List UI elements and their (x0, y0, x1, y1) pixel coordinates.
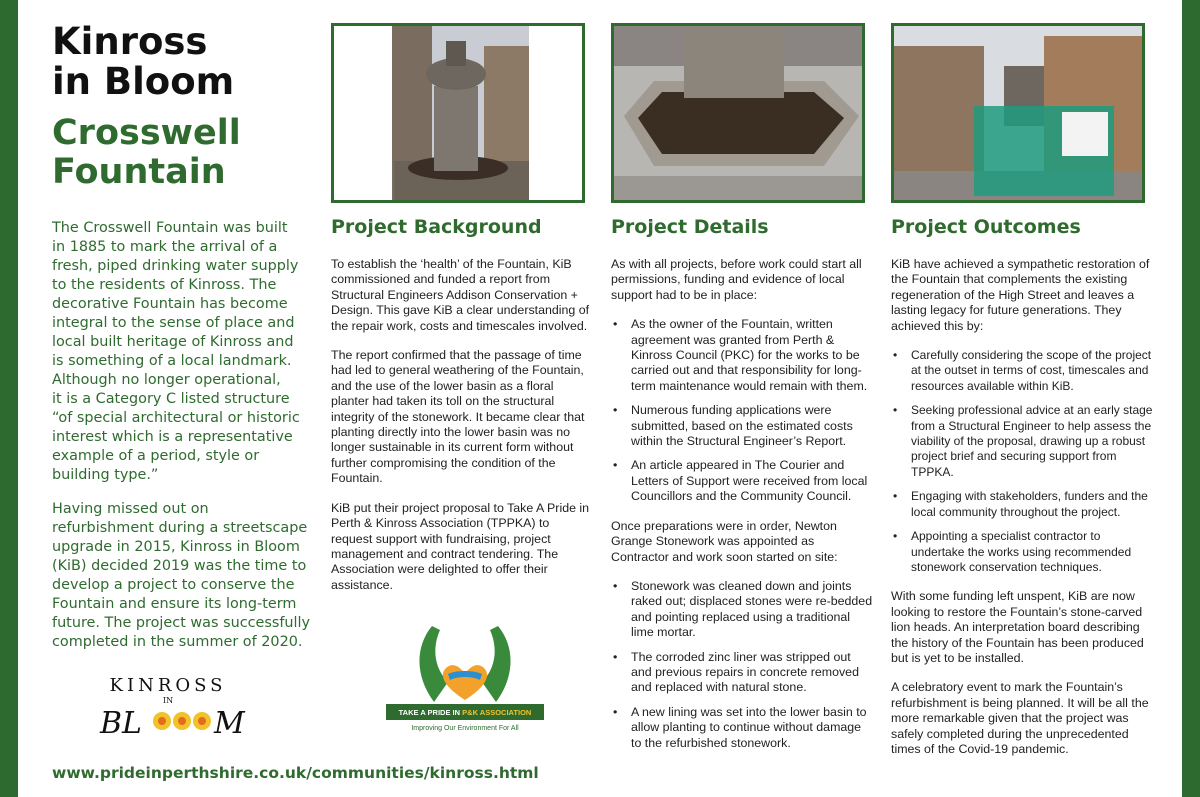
intro-line: fresh, piped drinking water supply (52, 258, 299, 274)
intro-line: decorative Fountain has become (52, 296, 288, 312)
intro-line: to the residents of Kinross. The (52, 277, 277, 293)
intro-line: upgrade in 2015, Kinross in Bloom (52, 539, 300, 555)
intro-line: Although no longer operational, (52, 372, 281, 388)
tapa-line-1: TAKE A PRIDE IN P&K ASSOCIATION (398, 708, 532, 717)
intro-line: local built heritage of Kinross and (52, 334, 294, 350)
logo-bloom-text: BL (100, 706, 142, 741)
intro-column (52, 0, 314, 650)
subtitle-line-1: Crosswell (52, 113, 241, 153)
scaffold-image (894, 26, 1142, 200)
details-list-2 (611, 579, 873, 751)
list-item: • Seeking professional advice at an early stage from a Structural Engineer to help assess the viability of the proposal, drawing up a robust project brief and securing support from TPPKA. (891, 403, 1153, 480)
intro-line: “of special architectural or historic (52, 410, 300, 426)
list-item: • A new lining was set into the lower basin to allow planting to continue without damage to the refurbished stonework. (611, 705, 873, 751)
background-paragraph: KiB put their project proposal to Take A Pride in Perth & Kinross Association (TPPKA) to request support with fundraising, project management and contract tendering. The Association were delighted to offer their assistance. (331, 500, 590, 592)
outcomes-heading: Project Outcomes (891, 216, 1081, 238)
outcomes-body (891, 257, 1153, 771)
fountain-photo-1 (331, 23, 585, 203)
intro-line: is something of a local landmark. (52, 353, 292, 369)
page-subtitle (52, 114, 314, 192)
details-heading: Project Details (611, 216, 769, 238)
list-item: • The corroded zinc liner was stripped out and previous repairs in concrete removed and replaced with natural stone. (611, 650, 873, 696)
intro-line: Fountain and ensure its long-term (52, 596, 297, 612)
details-intro: As with all projects, before work could start all permissions, funding and evidence of local support had to be in place: (611, 257, 862, 302)
intro-paragraph-1 (52, 219, 314, 485)
background-body (331, 257, 593, 607)
flower-icon (153, 712, 171, 730)
kinross-in-bloom-logo (78, 675, 258, 743)
outcomes-intro: KiB have achieved a sympathetic restoration of the Fountain that complements the existing regeneration of the High Street and leaves a lasting legacy for future generations. They achieved this by: (891, 257, 1150, 333)
list-item: • Engaging with stakeholders, funders and the local community throughout the project. (891, 489, 1153, 520)
details-middle: Once preparations were in order, Newton Grange Stonework was appointed as Contractor and work soon started on site: (611, 518, 838, 564)
take-a-pride-logo (386, 618, 544, 738)
intro-line: building type.” (52, 467, 159, 483)
logo-in-text: IN (162, 696, 174, 705)
list-item: • Appointing a specialist contractor to undertake the works using recommended stonework conservation techniques. (891, 529, 1153, 575)
background-paragraph: The report confirmed that the passage of time had led to general weathering of the Fountain, and the use of the lower basin as a floral planter had taken its toll on the structural integrity of the stonework. It became clear that planting directly into the lower basin was no longer sustainable in its current form without further compromising the condition of the Fountain. (331, 348, 585, 486)
logo-bloom-end-text: M (214, 706, 245, 741)
fountain-photo-3 (891, 23, 1145, 203)
website-url[interactable]: www.prideinperthshire.co.uk/communities/kinross.html (52, 764, 539, 782)
list-item: • Carefully considering the scope of the project at the outset in terms of cost, timescales and resources available within KiB. (891, 348, 1153, 394)
intro-line: integral to the sense of place and (52, 315, 295, 331)
intro-line: future. The project was successfully (52, 615, 311, 631)
intro-line: completed in the summer of 2020. (52, 634, 303, 650)
outcomes-paragraph: With some funding left unspent, KiB are now looking to restore the Fountain’s stone-carved lion heads. An interpretation board describing the history of the Fountain has been produced but is yet to be installed. (891, 589, 1144, 665)
hands-heart-icon (419, 626, 510, 702)
intro-paragraph-2 (52, 500, 314, 652)
outcomes-list (891, 348, 1153, 575)
subtitle-line-2: Fountain (52, 152, 226, 192)
details-list-1 (611, 317, 873, 504)
poster-page (18, 0, 1182, 797)
intro-line: in 1885 to mark the arrival of a (52, 239, 278, 255)
fountain-image (334, 26, 582, 200)
intro-line: (KiB) decided 2019 was the time to (52, 558, 307, 574)
list-item: • Numerous funding applications were submitted, based on the estimated costs within the Structural Engineer’s Report. (611, 403, 873, 449)
outcomes-paragraph: A celebratory event to mark the Fountain’s refurbishment is being planned. It will be all the more remarkable given that the project was safely completed during the unprecedented times of the Covid-19 pandemic. (891, 680, 1149, 756)
intro-line: The Crosswell Fountain was built (52, 220, 288, 236)
list-item: • As the owner of the Fountain, written agreement was granted from Perth & Kinross Council (PKC) for the works to be carried out and that responsibility for long-term maintenance would remain with them. (611, 317, 873, 394)
intro-line: Having missed out on (52, 501, 209, 517)
intro-line: refurbishment during a streetscape (52, 520, 308, 536)
page-title (52, 22, 314, 102)
tapa-line-2: Improving Our Environment For All (411, 725, 519, 732)
intro-line: develop a project to conserve the (52, 577, 295, 593)
flower-icon (173, 712, 191, 730)
basin-image (614, 26, 862, 200)
logo-kinross-text: KINROSS (109, 675, 227, 696)
intro-line: interest which is a representative (52, 429, 293, 445)
fountain-photo-2 (611, 23, 865, 203)
list-item: • Stonework was cleaned down and joints raked out; displaced stones were re-bedded and pointing replaced using a traditional lime mortar. (611, 579, 873, 641)
background-paragraph: To establish the ‘health’ of the Fountain, KiB commissioned and funded a report from Structural Engineers Addison Conservation + Design. This gave KiB a clear understanding of the repair work, costs and timescales involved. (331, 257, 590, 333)
intro-line: example of a period, style or (52, 448, 260, 464)
title-line-2: in Bloom (52, 60, 235, 103)
background-heading: Project Background (331, 216, 542, 238)
flower-icon (193, 712, 211, 730)
list-item: • An article appeared in The Courier and Letters of Support were received from local Councillors and the Community Council. (611, 458, 873, 504)
title-line-1: Kinross (52, 20, 208, 63)
details-body (611, 257, 873, 765)
intro-line: it is a Category C listed structure (52, 391, 290, 407)
